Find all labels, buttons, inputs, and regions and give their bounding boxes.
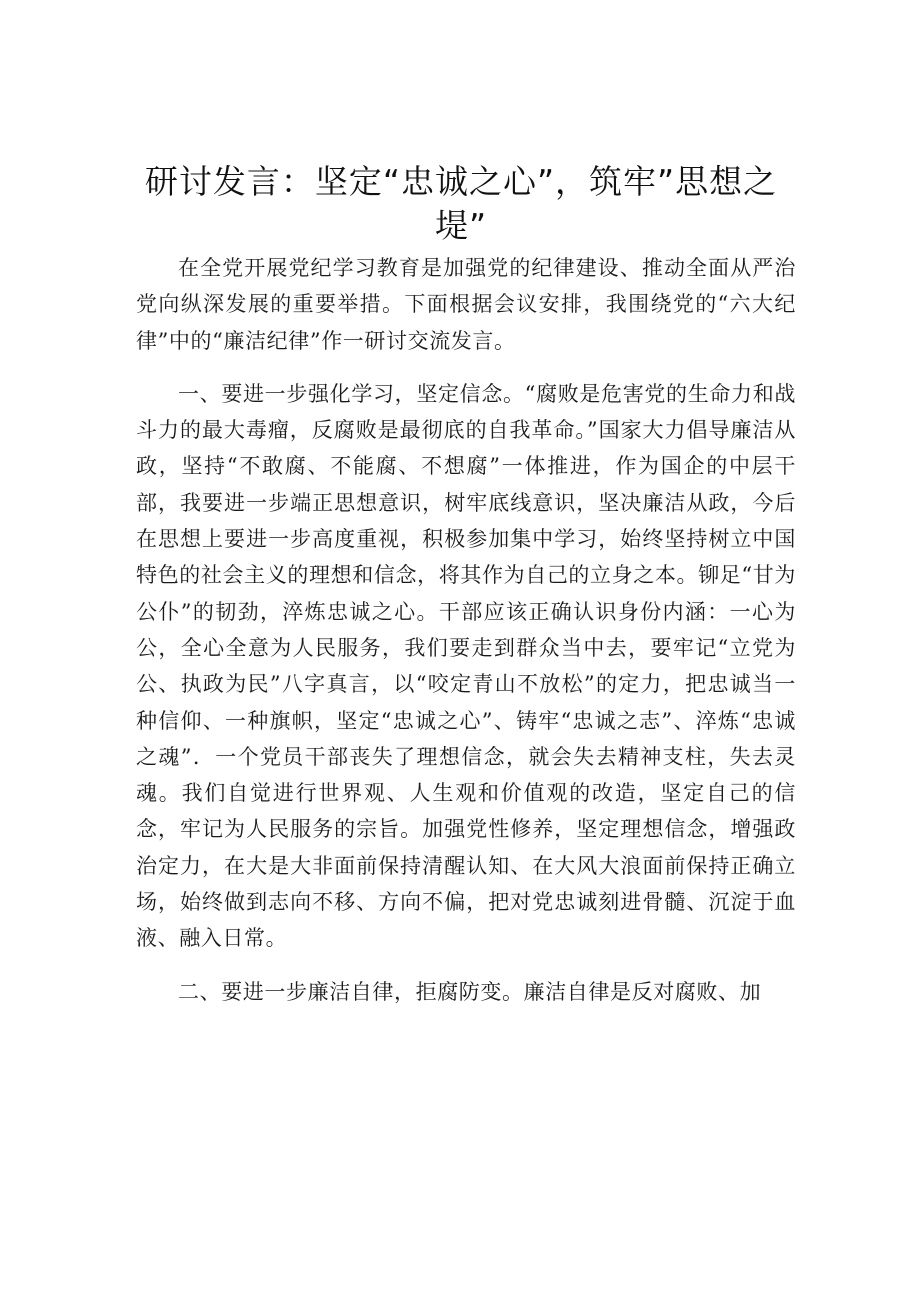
paragraph-section-one: 一、要进一步强化学习，坚定信念。“腐败是危害党的生命力和战斗力的最大毒瘤，反腐败是最彻底的自我革命。”国家大力倡导廉洁从政，坚持“不敢腐、不能腐、不想腐”一体推进，作为国企的中层干部，我要进一步端正思想意识，树牢底线意识，坚决廉洁从政，今后在思想上要进一步高度重视，积极参加集中学习，始终坚持树立中国特色的社会主义的理想和信念，将其作为自己的立身之本。铆足“甘为公仆”的韧劲，淬炼忠诚之心。干部应该正确认识身份内涵：一心为公，全心全意为人民服务，我们要走到群众当中去，要牢记“立党为公、执政为民”八字真言，以“咬定青山不放松”的定力，把忠诚当一种信仰、一种旗帜，坚定“忠诚之心”、铸牢“忠诚之志”、淬炼“忠诚之魂”．一个党员干部丧失了理想信念，就会失去精神支柱，失去灵魂。我们自觉进行世界观、人生观和价值观的改造，坚定自己的信念，牢记为人民服务的宗旨。加强党性修养，坚定理想信念，增强政治定力，在大是大非面前保持清醒认知、在大风大浪面前保持正确立场，始终做到志向不移、方向不偏，把对党忠诚刻进骨髓、沉淀于血液、融入日常。 [136,381,796,951]
paragraph-intro: 在全党开展党纪学习教育是加强党的纪律建设、推动全面从严治党向纵深发展的重要举措。下面根据会议安排，我围绕党的“六大纪律”中的“廉洁纪律”作一研讨交流发言。 [136,256,796,353]
document-title: 研讨发言：坚定“忠诚之心”，筑牢”思想之堤” [144,162,778,245]
document-body [136,250,796,1010]
paragraph-section-two: 二、要进一步廉洁自律，拒腐防变。廉洁自律是反对腐败、加 [178,979,762,1004]
